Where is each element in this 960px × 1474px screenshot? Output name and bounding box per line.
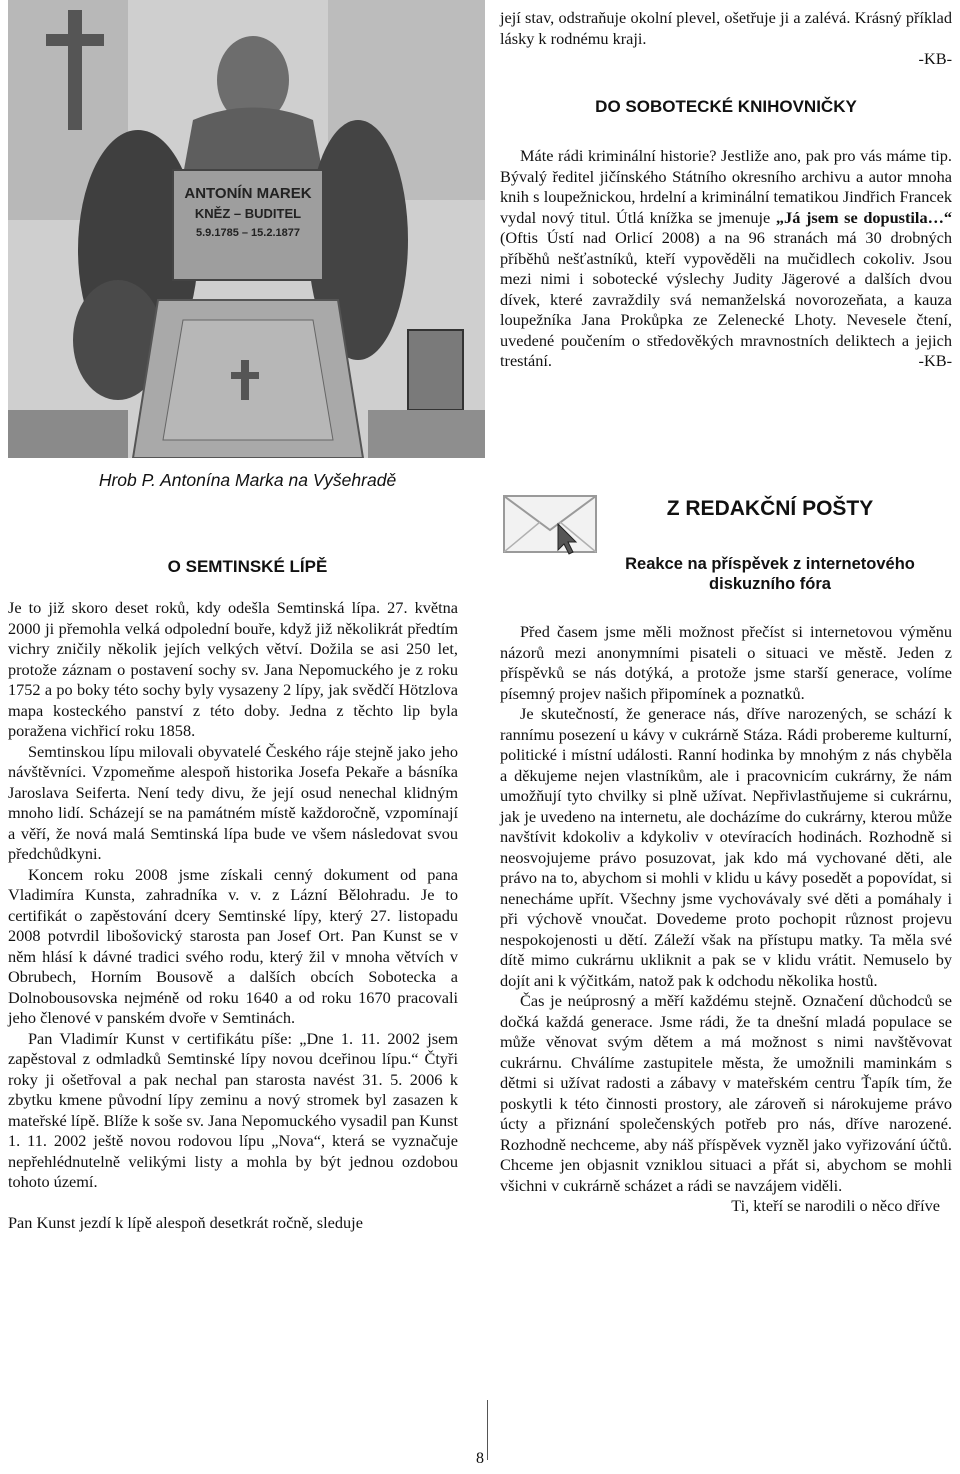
semtin-paragraph: Koncem roku 2008 jsme získali cenný dokument od pana Vladimíra Kunsta, zahradníka v. v. z Lázní Bělohradu. Je to certifikát o zapěstování dcery Semtinské lípy, který 27. listopadu 2008 potvrdil libošovický starosta pan Josef Ort. Pan Kunst se v něm hlásí k dávné tradici svého rodu, který žil v mnoha větvích v Obrubech, Horním Bousově a dalších obcích Sobotecka a Dolnobousovska nejméně od roku 1640 a od roku 1670 pracovali jeho členové v panském dvoře v Semtinách. — [8, 864, 458, 1027]
mail-heading: Z REDAKČNÍ POŠTY — [666, 497, 874, 520]
inscription-name: ANTONÍN MAREK — [184, 185, 312, 202]
author-signature: -KB- — [918, 49, 952, 68]
book-title: „Já jsem se dopustila…“ — [775, 207, 953, 227]
mail-signature: Ti, kteří se narodili o něco dříve — [731, 1196, 940, 1215]
semtin-paragraph: Je to již skoro deset roků, kdy odešla Semtinská lípa. 27. května 2000 ji přemohla velká odpolední bouře, když již několikrát předtím vichry zničily několik jejích velkých větví. Dožila se asi 250 let, protože záznam o postavení sochy sv. Jana Nepomuckého je z roku 1752 a po boky této sochy byly vysazeny 2 lípy, jak svědčí Hötzlova mapa kosteckého panství z této doby. Jedna z těchto lip byla poražena vichřicí roku 1858. — [8, 598, 458, 740]
mail-icon — [500, 490, 605, 558]
mail-paragraph: Před časem jsme měli možnost přečíst si internetovou výměnu názorů mezi anonymními pisateli o situaci ve městě. Jeden z příspěvků se nás dotýká, a protože jsme starší generace, volíme písemný projev našich připomínek a poznatků. — [500, 622, 952, 703]
library-article — [500, 146, 952, 372]
continuation-text: její stav, odstraňuje okolní plevel, ošetřuje ji a zalévá. Krásný příklad lásky k rodnému kraji. — [500, 8, 952, 48]
semtin-paragraph: Pan Vladimír Kunst v certifikátu píše: „Dne 1. 11. 2002 jsem zapěstoval z odmladků Semtinské lípy novou dceřinou lípu.“ Čtyři roky ji ošetřoval a pak nechal pan starosta navést 31. 5. 2006 k zbytku kmene původní lípy zeminu a nový stromek byl zasazen k mateřské lípě. Blíže k soše sv. Jana Nepomuckého vysadil pan Kunst 1. 11. 2002 ještě novou rodovou lípu „Nova“, která se vyznačuje nepřehlédnutelně velikými listy a mohla by být jednou ozdobou tohoto území. — [8, 1028, 458, 1191]
grave-illustration — [8, 0, 485, 458]
semtin-heading: O SEMTINSKÉ LÍPĚ — [167, 557, 328, 576]
photo-caption: Hrob P. Antonína Marka na Vyšehradě — [98, 470, 397, 490]
semtin-article — [8, 598, 458, 1233]
page-number: 8 — [476, 1450, 484, 1467]
mail-paragraph: Čas je neúprosný a měří každému stejně. Označení důchodců se dočká každá generace. Jsme rádi, že ta dnešní mladá populace se může věnovat svým dětem a má možnost s nimi navštěvovat cukrárnu. Chválíme zastupitele města, že umožnili maminkám s dětmi si užívat radosti a zábavy v mateřském centru Ťapík tím, že poskytli k této činnosti prostory, ale zároveň si nárokujeme právo úcty a přiznání společenských potřeb pro nás, dříve narozené. Rozhodně nechceme, aby náš příspěvek vyzněl jako vyřizování účtů. Chceme jen objasnit vzniklou situaci a přát si, abychom se mohli všichni v cukrárně scházet a rádi se navzájem viděli. — [500, 991, 952, 1195]
inscription-title: KNĚZ – BUDITEL — [194, 206, 302, 221]
inscription-dates: 5.9.1785 – 15.2.1877 — [196, 227, 300, 239]
author-signature: -KB- — [918, 351, 952, 370]
semtin-continuation — [500, 8, 952, 70]
mail-paragraph: Je skutečností, že generace nás, dříve narozených, se schází k rannímu posezení u kávy v cukrárně Stáza. Rádi probereme kulturní, politické i místní události. Ranní hodinka by mnohým z nás chyběla a děkujeme nejen vlastníkům, ale i pracovnicím cukrárny, že nám umožňují tyto chvilky si plně užívat. Nepřivlastňujeme si cukrárnu, jak je uvedeno na internetu, ale docházíme do cukrárny, kterou může navštívit kdokoliv a kdykoliv v otevíracích hodinách. Rozhodně si neosvojujeme právo posuzovat, jak kdo má vychované děti, ale právo na to, abychom si mohli v klidu u kávy posedět a popovídat, si nenecháme upřít. Všechny jsme vychovávaly své děti a pomáhaly i při výchově vnoučat. Dovedeme proto pochopit různost projevu nespokojenosti u dětí. Záleží však na přístupu matky. Ta měla své dítě mimo cukrárnu ukliknit a pak se v klidu vrátit. Nemuselo by dojít ani k výčitkám, natož pak k odchodu několika hostů. — [500, 704, 952, 990]
grave-photo — [8, 0, 485, 458]
semtin-paragraph: Semtinskou lípu milovali obyvatelé Českého ráje stejně jako jeho návštěvníci. Vzpomeňme alespoň historika Josefa Pekaře a básníka Jaroslava Seiferta. Není tedy divu, že její osud nenechal klidným mnoho lidí. Scházejí se na památném místě každoročně, vzpomínají a věří, že nová malá Semtinská lípa bude ve všem následovat svou předchůdkyni. — [8, 741, 458, 863]
library-text: (Oftis Ústí nad Orlicí 2008) a na 96 stranách má 30 drobných příběhů nešťastníků, kteří vypověděli na mučidlech cokoliv. Jsou mezi nimi i sobotecké výslechy Judity Jägerové a dalších dvou dívek, které zavraždily svá nemanželská novorozeňata, a kauza loupežníka Jana Prokůpka ze Zelenecké Lhoty. Nevesele čtení, uvedené poučením o středověkých mravnostních deliktech a jejich trestání. — [500, 228, 952, 370]
mail-subheading: Reakce na příspěvek z internetového diskuzního fóra — [625, 555, 915, 593]
library-heading: DO SOBOTECKÉ KNIHOVNIČKY — [595, 97, 857, 116]
mail-article — [500, 622, 952, 1217]
semtin-paragraph: Pan Kunst jezdí k lípě alespoň desetkrát ročně, sleduje — [8, 1212, 363, 1232]
library-text: Máte rádi kriminální historie? Jestliže ano, pak pro vás máme tip. Bývalý ředitel jičínského Státního okresního archivu a autor mnoha knih s loupežnickou, hrdelní a kriminální tematikou Jindřich Francek vydal nový titul. Útlá knížka se jmenuje — [500, 146, 952, 227]
